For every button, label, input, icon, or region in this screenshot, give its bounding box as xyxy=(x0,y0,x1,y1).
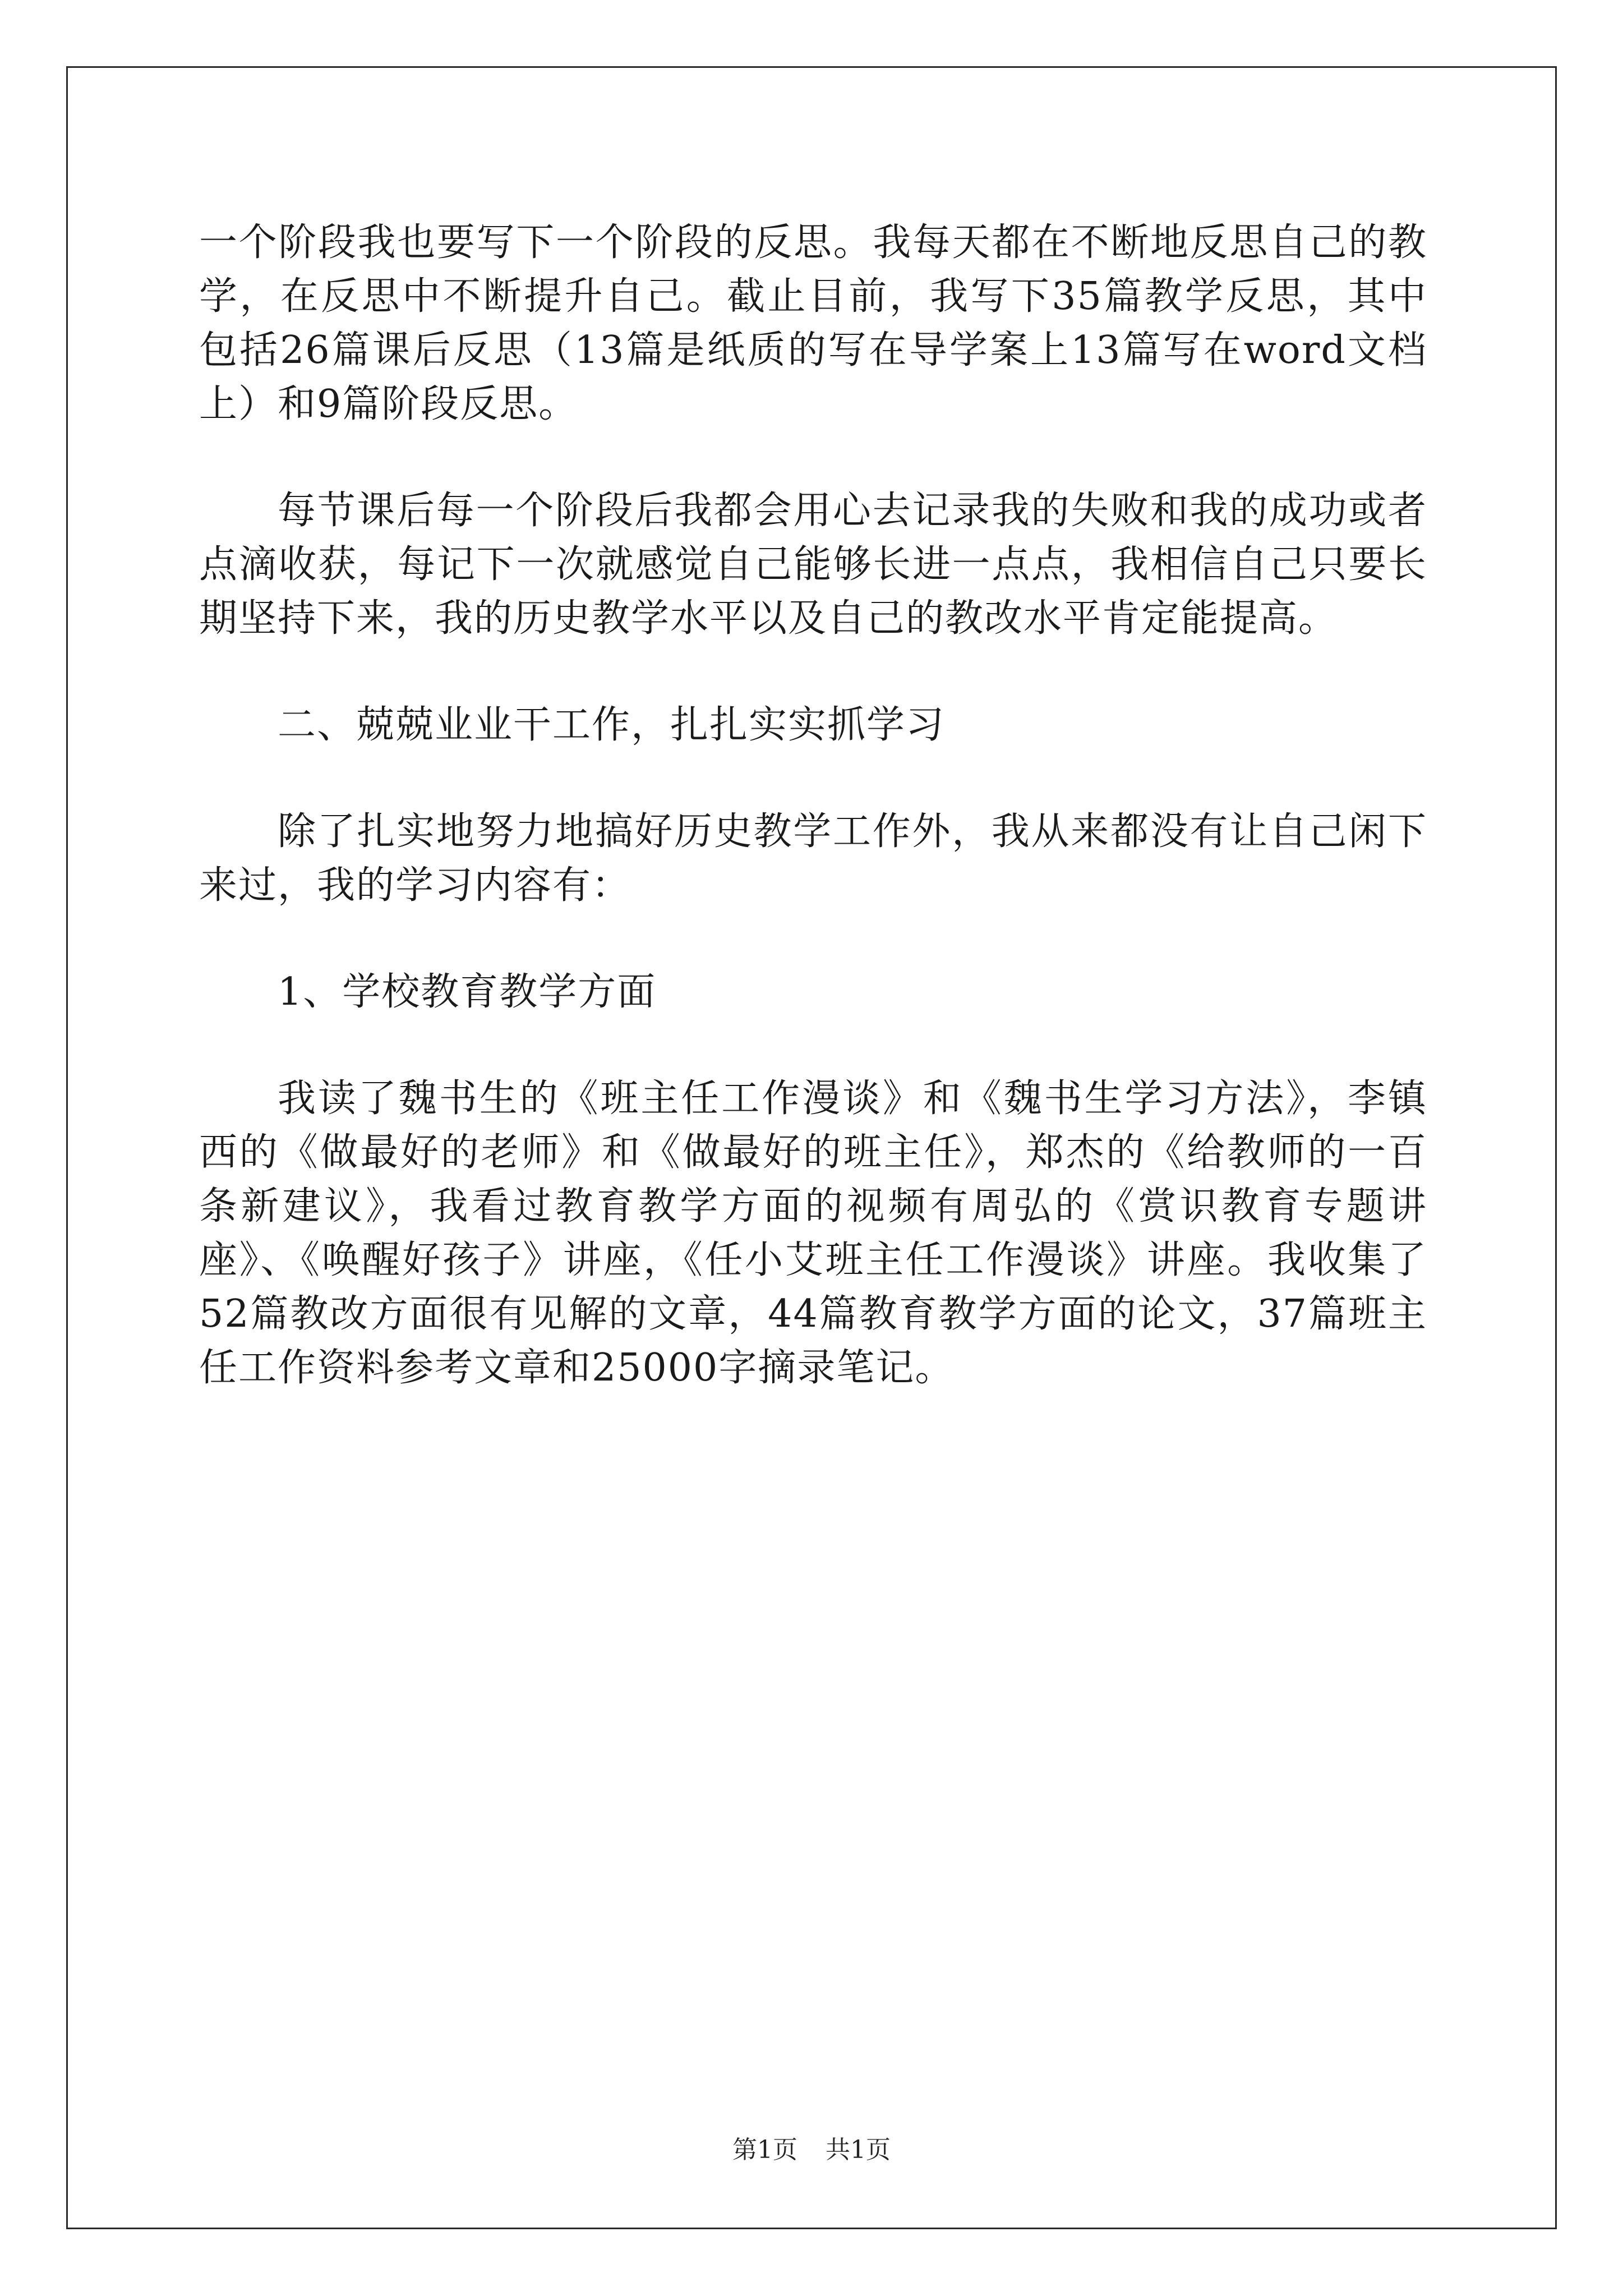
document-body xyxy=(199,216,1427,1448)
paragraph: 我读了魏书生的《班主任工作漫谈》和《魏书生学习方法》，李镇西的《做最好的老师》和《做最好的班主任》，郑杰的《给教师的一百条新建议》，我看过教育教学方面的视频有周弘的《赏识教育专题讲座》、《唤醒好孩子》讲座，《任小艾班主任工作漫谈》讲座。我收集了52篇教改方面很有见解的文章，44篇教育教学方面的论文，37篇班主任工作资料参考文章和25000字摘录笔记。 xyxy=(199,1076,1427,1390)
paragraph: 每节课后每一个阶段后我都会用心去记录我的失败和我的成功或者点滴收获，每记下一次就感觉自己能够长进一点点，我相信自己只要长期坚持下来，我的历史教学水平以及自己的教改水平肯定能提高。 xyxy=(199,489,1427,641)
subsection-heading: 1、学校教育教学方面 xyxy=(278,970,657,1014)
page-total: 共1页 xyxy=(826,2136,891,2164)
page-footer xyxy=(0,2134,1623,2166)
section-heading: 二、兢兢业业干工作，扎扎实实抓学习 xyxy=(278,703,946,747)
page-number: 第1页 xyxy=(732,2136,797,2164)
paragraph: 除了扎实地努力地搞好历史教学工作外，我从来都没有让自己闲下来过，我的学习内容有： xyxy=(199,809,1427,908)
paragraph: 一个阶段我也要写下一个阶段的反思。我每天都在不断地反思自己的教学，在反思中不断提升自己。截止目前，我写下35篇教学反思，其中包括26篇课后反思（13篇是纸质的写在导学案上13篇写在word文档上）和9篇阶段反思。 xyxy=(199,220,1427,426)
